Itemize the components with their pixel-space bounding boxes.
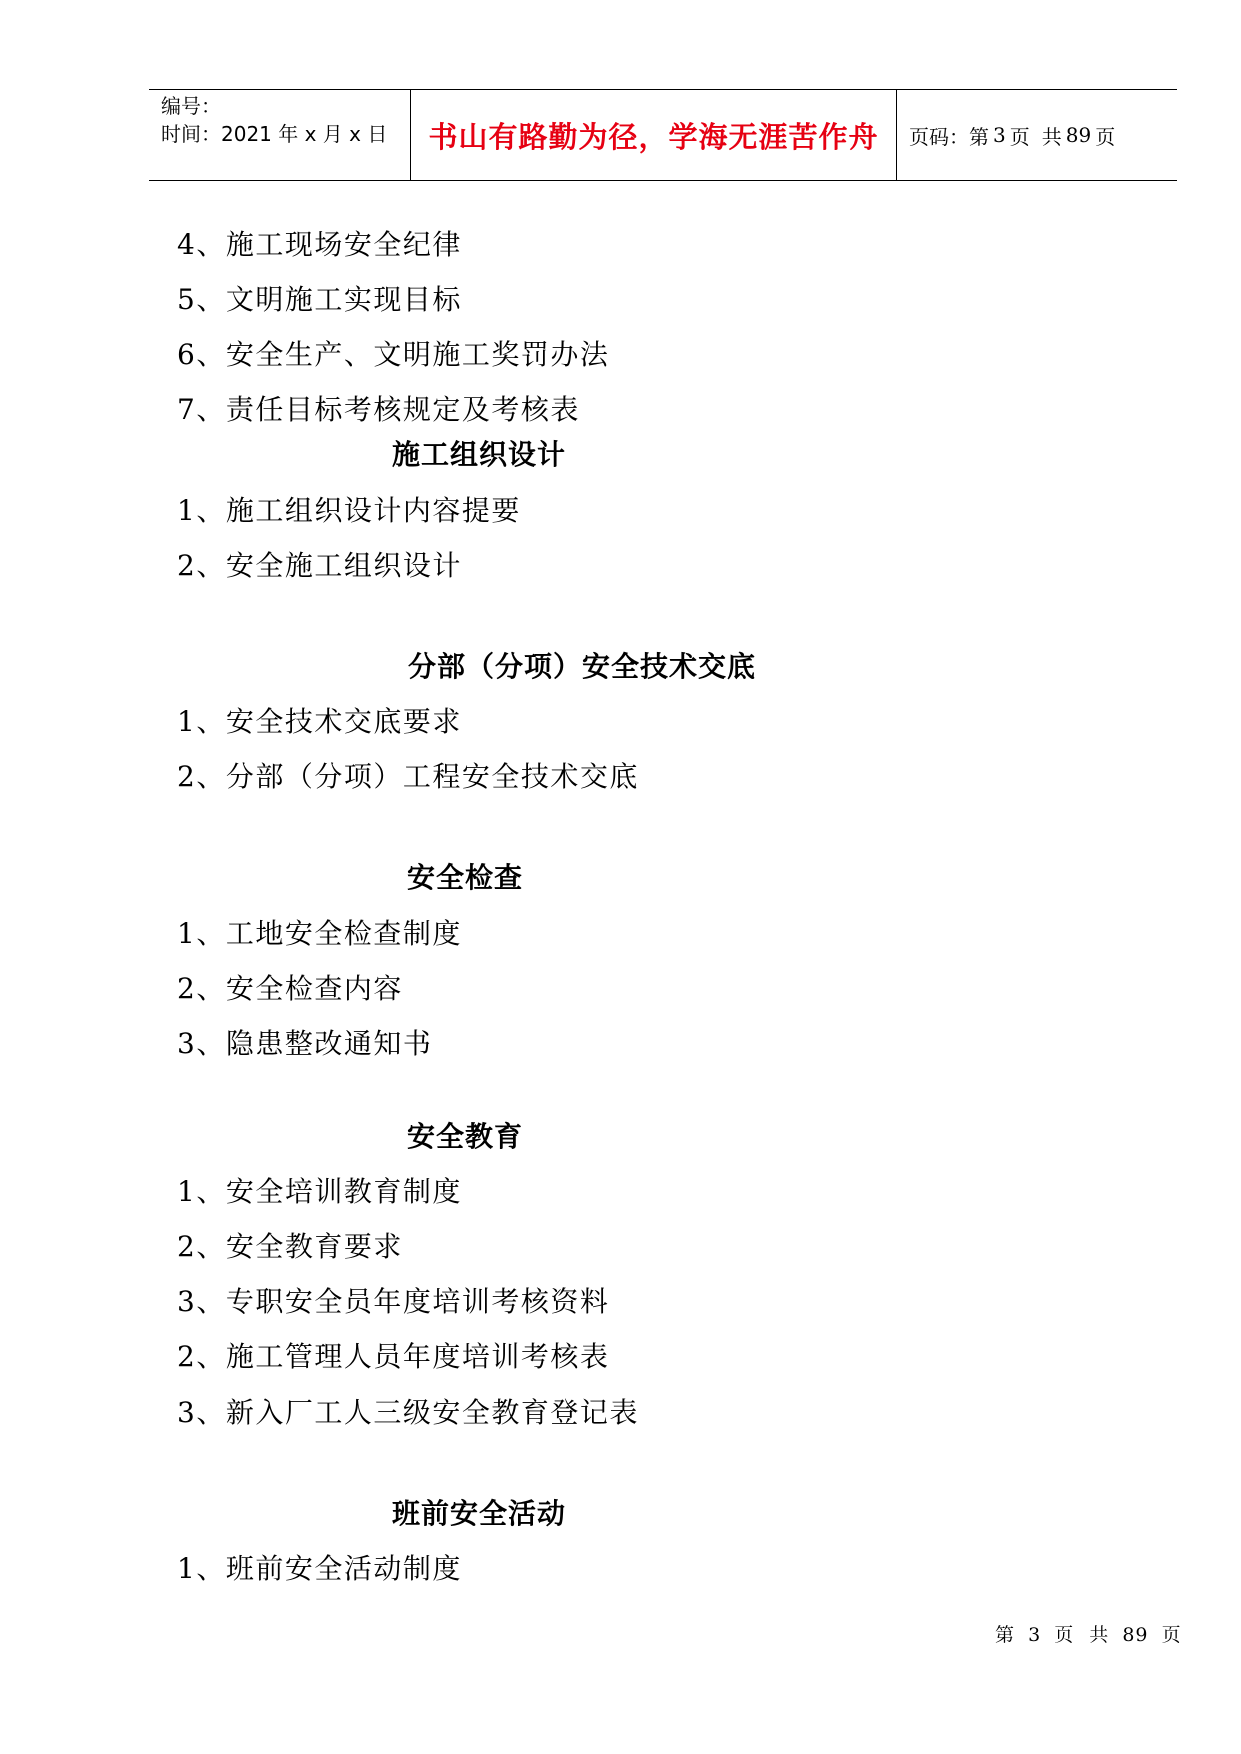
list-item: 7、责任目标考核规定及考核表 [177,393,580,426]
list-item: 3、专职安全员年度培训考核资料 [177,1285,610,1318]
page-current-number: 3 [993,123,1006,147]
list-item: 4、施工现场安全纪律 [177,228,462,261]
page-total-prefix: 共 [1041,124,1062,149]
header-meta [149,90,411,180]
list-item: 1、施工组织设计内容提要 [177,494,521,527]
page-label-suffix: 页 [1095,124,1116,149]
list-item: 2、安全检查内容 [177,972,403,1005]
footer-mid: 页 [1054,1624,1075,1646]
header-motto-cell [411,90,897,180]
list-item: 1、安全培训教育制度 [177,1175,462,1208]
page-total-number: 89 [1065,123,1092,147]
motto-text: 书山有路勤为径，学海无涯苦作舟 [428,119,879,154]
list-item: 5、文明施工实现目标 [177,283,462,316]
list-item: 1、工地安全检查制度 [177,917,462,950]
page-label-prefix: 页码：第 [909,124,989,149]
list-item: 2、分部（分项）工程安全技术交底 [177,760,639,793]
list-item: 2、安全施工组织设计 [177,549,462,582]
section-heading-technical-briefing: 分部（分项）安全技术交底 [408,650,757,683]
page-header [149,89,1177,181]
list-item: 2、安全教育要求 [177,1230,403,1263]
header-page-number [897,90,1177,180]
list-item: 6、安全生产、文明施工奖罚办法 [177,338,610,371]
list-item: 1、安全技术交底要求 [177,705,462,738]
section-heading-pre-shift-activity: 班前安全活动 [392,1497,567,1530]
section-heading-safety-inspection: 安全检查 [407,861,524,894]
document-number-label: 编号： [161,94,221,118]
footer-total-pages: 89 [1122,1624,1149,1646]
page-label-mid: 页 [1009,124,1030,149]
footer-total-prefix: 共 [1089,1624,1110,1646]
section-heading-safety-education: 安全教育 [407,1120,524,1153]
document-date: 时间：2021 年 x 月 x 日 [161,122,388,146]
footer-prefix: 第 [995,1624,1016,1646]
list-item: 3、隐患整改通知书 [177,1027,433,1060]
page-footer [995,1620,1182,1647]
section-heading-construction-design: 施工组织设计 [392,438,567,471]
list-item: 3、新入厂工人三级安全教育登记表 [177,1396,639,1429]
list-item: 2、施工管理人员年度培训考核表 [177,1340,610,1373]
list-item: 1、班前安全活动制度 [177,1552,462,1585]
footer-current-page: 3 [1028,1624,1042,1646]
footer-suffix: 页 [1161,1624,1182,1646]
